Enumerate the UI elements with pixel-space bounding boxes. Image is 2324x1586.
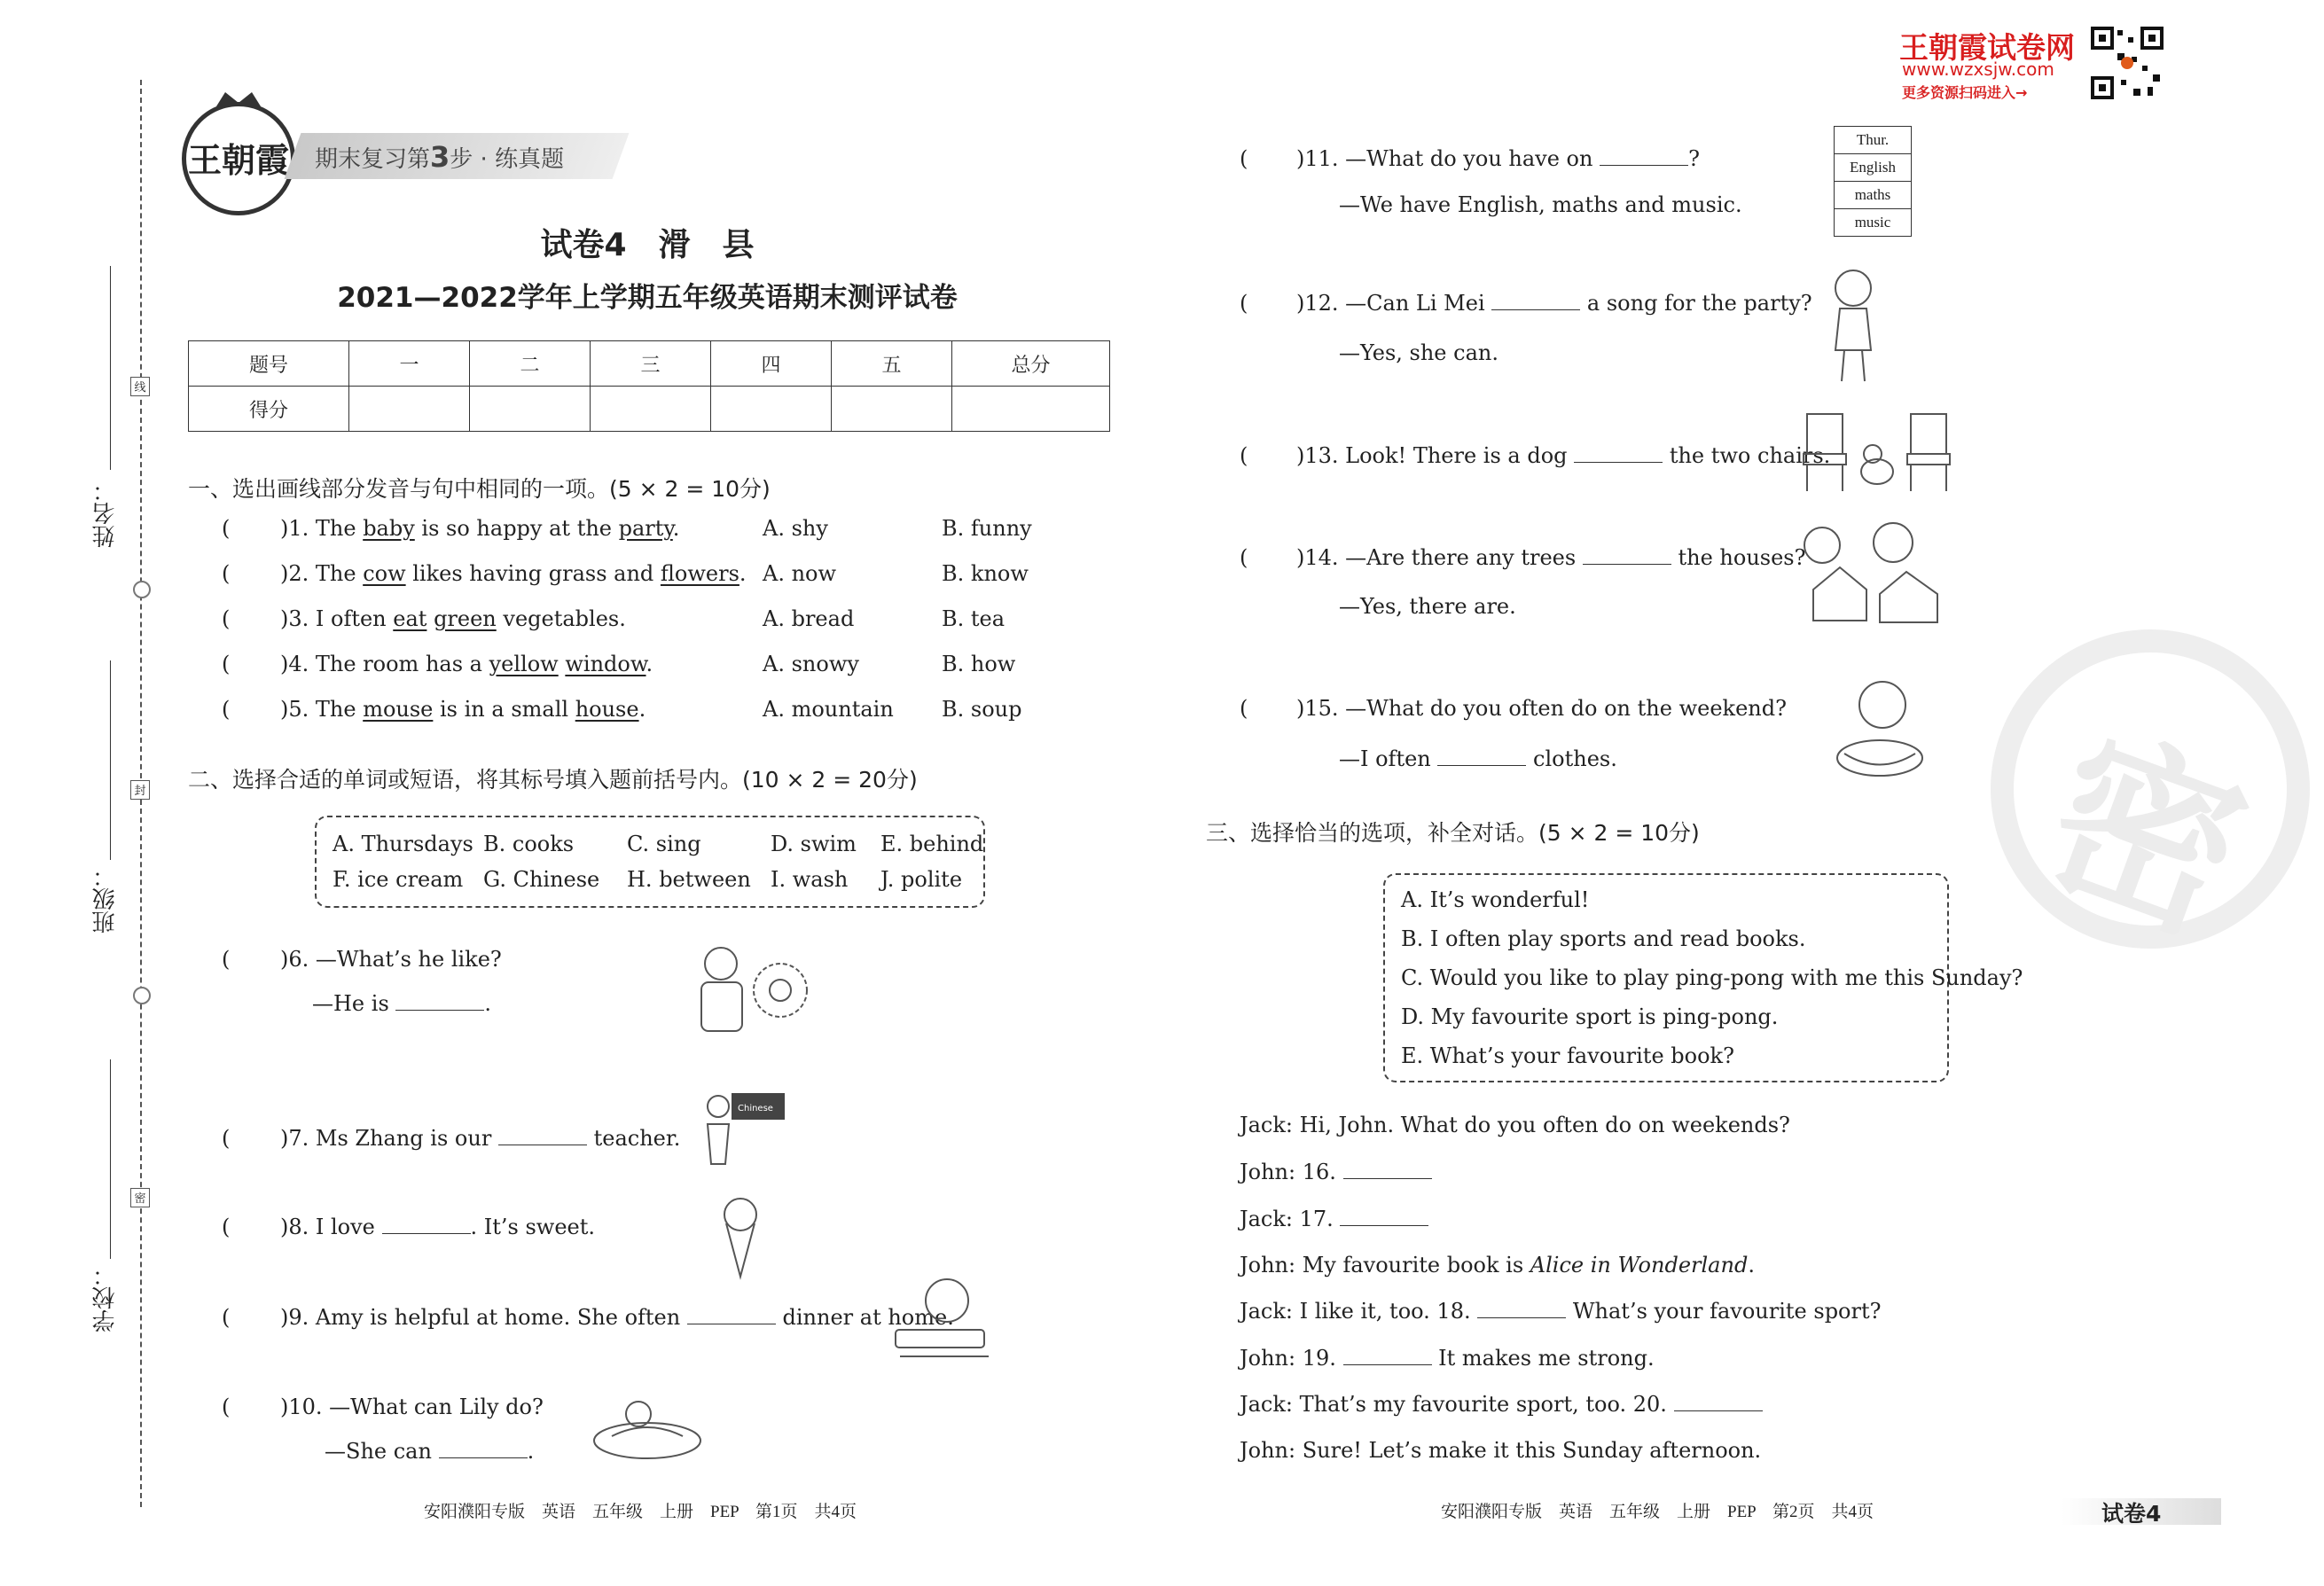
paper-tag: 试卷4 (2101, 1501, 2162, 1527)
board-text: Chinese (738, 1104, 773, 1113)
score-cell[interactable] (470, 387, 591, 432)
dialog-option: A. It’s wonderful! (1401, 887, 1590, 912)
q-text: . (672, 516, 680, 541)
dialog-option: C. Would you like to play ping-pong with me this Sunday? (1401, 965, 2023, 990)
timetable (1834, 126, 1912, 237)
answer-blank[interactable] (1477, 1300, 1566, 1318)
score-cell[interactable] (349, 387, 470, 432)
paper-subtitle: 2021—2022学年上学期五年级英语期末测评试卷 (337, 282, 958, 314)
option-b: B. know (942, 561, 1029, 586)
boy-glasses-illustration (687, 941, 820, 1043)
underlined-word: house (575, 697, 639, 722)
dialog-line (1240, 1253, 1755, 1277)
site-name: 王朝霞试卷网 (1899, 30, 2075, 65)
score-table (188, 340, 1110, 432)
qr-code-icon[interactable] (2091, 27, 2164, 99)
score-cell[interactable] (711, 387, 832, 432)
banner-step-suffix: 步 · 练真题 (450, 146, 565, 173)
score-header: 五 (832, 341, 952, 387)
dialog-line (1240, 1346, 1655, 1371)
q-text: . (739, 561, 747, 586)
option-a: A. snowy (763, 652, 859, 676)
q-text: . (484, 991, 492, 1016)
q-text: —She can (325, 1439, 432, 1464)
answer-paren[interactable]: ( (222, 1126, 231, 1151)
q13-text (1296, 443, 1830, 468)
score-header: 三 (591, 341, 711, 387)
score-header: 二 (470, 341, 591, 387)
answer-blank[interactable] (395, 992, 484, 1011)
seal-mark-secret: 密 (130, 1188, 150, 1207)
seal-mark-line: 线 (130, 377, 150, 396)
underlined-word: mouse (363, 697, 434, 722)
word-option: B. cooks (483, 832, 575, 856)
timetable-cell: English (1835, 154, 1912, 182)
q8-text (280, 1215, 595, 1239)
girl-washing-illustration (1822, 674, 1937, 785)
footer-left: 安阳濮阳专版 英语 五年级 上册 PEP 第1页 共4页 (424, 1503, 857, 1521)
q-text: Jack: I like it, too. 18. (1240, 1299, 1471, 1324)
q11-line2: —We have English, maths and music. (1339, 192, 1742, 217)
q14-line1 (1296, 545, 1805, 570)
answer-blank[interactable] (498, 1127, 587, 1145)
option-b: B. funny (942, 516, 1032, 541)
q-text: —I often (1339, 746, 1431, 771)
answer-paren[interactable]: ( (222, 652, 231, 676)
q-text: )12. —Can Li Mei (1296, 291, 1485, 316)
timetable-cell: maths (1835, 182, 1912, 209)
footer-right: 安阳濮阳专版 英语 五年级 上册 PEP 第2页 共4页 (1441, 1503, 1874, 1521)
word-bank (315, 816, 985, 908)
word-option: J. polite (880, 867, 963, 892)
q-text: . (638, 697, 646, 722)
answer-blank[interactable] (1437, 747, 1526, 766)
q-text: What’s your favourite sport? (1572, 1299, 1882, 1324)
timetable-cell: music (1835, 209, 1912, 237)
question-row (222, 697, 1022, 742)
teacher-blackboard-illustration (700, 1089, 789, 1186)
word-option: E. behind (880, 832, 984, 856)
q-text: It makes me strong. (1438, 1346, 1655, 1371)
answer-blank[interactable] (1343, 1347, 1432, 1365)
banner-step-num: 3 (430, 140, 450, 174)
score-header: 一 (349, 341, 470, 387)
question-row (222, 652, 1016, 697)
answer-paren[interactable]: ( (222, 516, 231, 541)
seal-mark-seal: 封 (130, 780, 150, 800)
underlined-word: baby (363, 516, 415, 541)
q-text: the houses? (1678, 545, 1806, 570)
score-cell[interactable] (952, 387, 1110, 432)
school-line (110, 1059, 111, 1259)
answer-paren[interactable]: ( (222, 1305, 231, 1330)
timetable-cell: Thur. (1835, 127, 1912, 154)
option-a: A. now (763, 561, 837, 586)
q-text: John: 16. (1240, 1160, 1336, 1184)
answer-paren[interactable]: ( (1240, 146, 1248, 171)
score-cell[interactable] (832, 387, 952, 432)
question-row (222, 606, 1006, 652)
q-text: )8. I love (280, 1215, 375, 1239)
q-text: likes having grass and (405, 561, 661, 586)
girl-singing-illustration (1822, 266, 1884, 386)
dialog-option: B. I often play sports and read books. (1401, 926, 1806, 951)
answer-blank[interactable] (1583, 546, 1671, 565)
secret-watermark-icon (1991, 629, 2310, 971)
q-text: )3. I often (280, 606, 394, 631)
score-row-label: 得分 (189, 387, 349, 432)
dialog-line (1240, 1299, 1882, 1324)
swimming-illustration (585, 1379, 709, 1467)
dialog-option: E. What’s your favourite book? (1401, 1043, 1734, 1068)
score-header: 四 (711, 341, 832, 387)
option-b: B. how (942, 652, 1016, 676)
q-text: . (646, 652, 653, 676)
paper-title: 试卷4 滑 县 (540, 227, 755, 263)
underlined-word: yellow (489, 652, 559, 676)
dialog-line: John: Sure! Let’s make it this Sunday afternoon. (1240, 1438, 1762, 1463)
q-text: )5. The (280, 697, 364, 722)
underlined-word: window (565, 652, 646, 676)
q12-line2: —Yes, she can. (1339, 340, 1498, 365)
word-option: A. Thursdays (333, 832, 473, 856)
word-option: C. sing (627, 832, 701, 856)
underlined-word: eat (393, 606, 427, 631)
q-text: vegetables. (496, 606, 626, 631)
q-text: . It’s sweet. (470, 1215, 596, 1239)
answer-paren[interactable]: ( (222, 1395, 231, 1419)
answer-paren[interactable]: ( (1240, 696, 1248, 721)
answer-blank[interactable] (1674, 1393, 1763, 1411)
q-text: ? (1688, 146, 1700, 171)
q-text: )14. —Are there any trees (1296, 545, 1577, 570)
score-header: 总分 (952, 341, 1110, 387)
option-a: A. mountain (763, 697, 894, 722)
q-text: )9. Amy is helpful at home. She often (280, 1305, 681, 1330)
name-line (110, 266, 111, 470)
q-text: . (1748, 1253, 1755, 1277)
q-text: John: 19. (1240, 1346, 1336, 1371)
dog-between-chairs-illustration (1800, 410, 1955, 494)
ice-cream-icon (718, 1192, 763, 1281)
q14-line2: —Yes, there are. (1339, 594, 1516, 619)
q12-line1 (1296, 291, 1812, 316)
q-text (426, 606, 434, 631)
q-text: —He is (312, 991, 389, 1016)
q-text: Jack: 17. (1240, 1207, 1334, 1231)
word-option: D. swim (771, 832, 857, 856)
logo-text: 王朝霞 (187, 143, 289, 180)
q-text: the two chairs. (1669, 443, 1831, 468)
answer-blank[interactable] (382, 1215, 471, 1234)
q7-text (280, 1126, 680, 1151)
q-text: is in a small (433, 697, 575, 722)
houses-trees-illustration (1796, 523, 1951, 629)
brand-logo (182, 102, 295, 215)
banner-step-text: 期末复习第 (315, 146, 431, 173)
q10-line1: )10. —What can Lily do? (280, 1395, 544, 1419)
name-label: 姓名： (92, 479, 119, 548)
q15-line1: )15. —What do you often do on the weekend? (1296, 696, 1787, 721)
binding-hole-icon (133, 581, 151, 598)
q-text: clothes. (1533, 746, 1617, 771)
q11-line1 (1296, 146, 1700, 171)
dialog-option: D. My favourite sport is ping-pong. (1401, 1004, 1779, 1029)
answer-paren[interactable]: ( (222, 947, 231, 972)
q-text: John: My favourite book is (1240, 1253, 1530, 1277)
underlined-word: green (434, 606, 497, 631)
site-url[interactable]: www.wzxsjw.com (1902, 59, 2054, 80)
q-text: is so happy at the (414, 516, 619, 541)
site-tip: 更多资源扫码进入→ (1902, 84, 2028, 101)
word-option: G. Chinese (483, 867, 600, 892)
page-divider (1179, 1496, 1232, 1521)
score-cell[interactable] (591, 387, 711, 432)
score-header: 题号 (189, 341, 349, 387)
dialog-line (1240, 1392, 1763, 1417)
answer-blank[interactable] (1491, 292, 1580, 310)
dialog-line (1240, 1207, 1428, 1231)
q15-line2 (1339, 746, 1617, 771)
section2-heading: 二、选择合适的单词或短语，将其标号填入题前括号内。(10 × 2 = 20分) (188, 767, 918, 793)
answer-blank[interactable] (1343, 1160, 1432, 1179)
watermark-text: 密 (2020, 702, 2270, 971)
banner-step (315, 140, 564, 174)
word-option: H. between (627, 867, 751, 892)
q-text: dinner at home. (782, 1305, 954, 1330)
q-text: teacher. (593, 1126, 681, 1151)
q9-text (280, 1305, 954, 1330)
word-option: I. wash (771, 867, 849, 892)
q-text: Jack: That’s my favourite sport, too. 20. (1240, 1392, 1667, 1417)
girl-cooking-illustration (887, 1272, 993, 1361)
dialog-line: Jack: Hi, John. What do you often do on weekends? (1240, 1113, 1790, 1137)
school-label: 学校： (92, 1263, 119, 1332)
binding-hole-icon (133, 987, 151, 1004)
option-a: A. shy (763, 516, 828, 541)
book-title: Alice in Wonderland (1530, 1253, 1749, 1277)
answer-blank[interactable] (1340, 1207, 1428, 1226)
answer-paren[interactable]: ( (222, 606, 231, 631)
q6-line1: )6. —What’s he like? (280, 947, 502, 972)
answer-blank[interactable] (1600, 147, 1688, 166)
word-option: F. ice cream (333, 867, 464, 892)
option-a: A. bread (763, 606, 855, 631)
q-text: . (527, 1439, 535, 1464)
q6-line2 (312, 991, 491, 1016)
question-row (222, 561, 1029, 606)
answer-paren[interactable]: ( (1240, 443, 1248, 468)
answer-paren[interactable]: ( (222, 697, 231, 722)
underlined-word: party (618, 516, 673, 541)
q-text: )4. The room has a (280, 652, 489, 676)
section1-heading: 一、选出画线部分发音与句中相同的一项。(5 × 2 = 10分) (188, 476, 771, 502)
q10-line2 (325, 1439, 534, 1464)
q-text: )13. Look! There is a dog (1296, 443, 1568, 468)
q-text: a song for the party? (1586, 291, 1812, 316)
answer-paren[interactable]: ( (1240, 291, 1248, 316)
answer-paren[interactable]: ( (222, 561, 231, 586)
underlined-word: cow (363, 561, 406, 586)
section1-list (222, 516, 1032, 742)
answer-paren[interactable]: ( (1240, 545, 1248, 570)
q-text: )11. —What do you have on (1296, 146, 1593, 171)
question-row (222, 516, 1032, 561)
class-line (110, 660, 111, 860)
q-text: )2. The (280, 561, 364, 586)
q-text: )7. Ms Zhang is our (280, 1126, 492, 1151)
section3-heading: 三、选择恰当的选项，补全对话。(5 × 2 = 10分) (1206, 820, 1700, 846)
answer-paren[interactable]: ( (222, 1215, 231, 1239)
q-text: )1. The (280, 516, 364, 541)
underlined-word: flowers (660, 561, 739, 586)
dialog-options (1383, 873, 2023, 1082)
option-b: B. tea (942, 606, 1006, 631)
answer-blank[interactable] (1574, 444, 1663, 463)
dialog-line (1240, 1160, 1432, 1184)
option-b: B. soup (942, 697, 1022, 722)
answer-blank[interactable] (439, 1440, 528, 1458)
class-label: 班级： (92, 864, 119, 934)
answer-blank[interactable] (687, 1306, 776, 1324)
